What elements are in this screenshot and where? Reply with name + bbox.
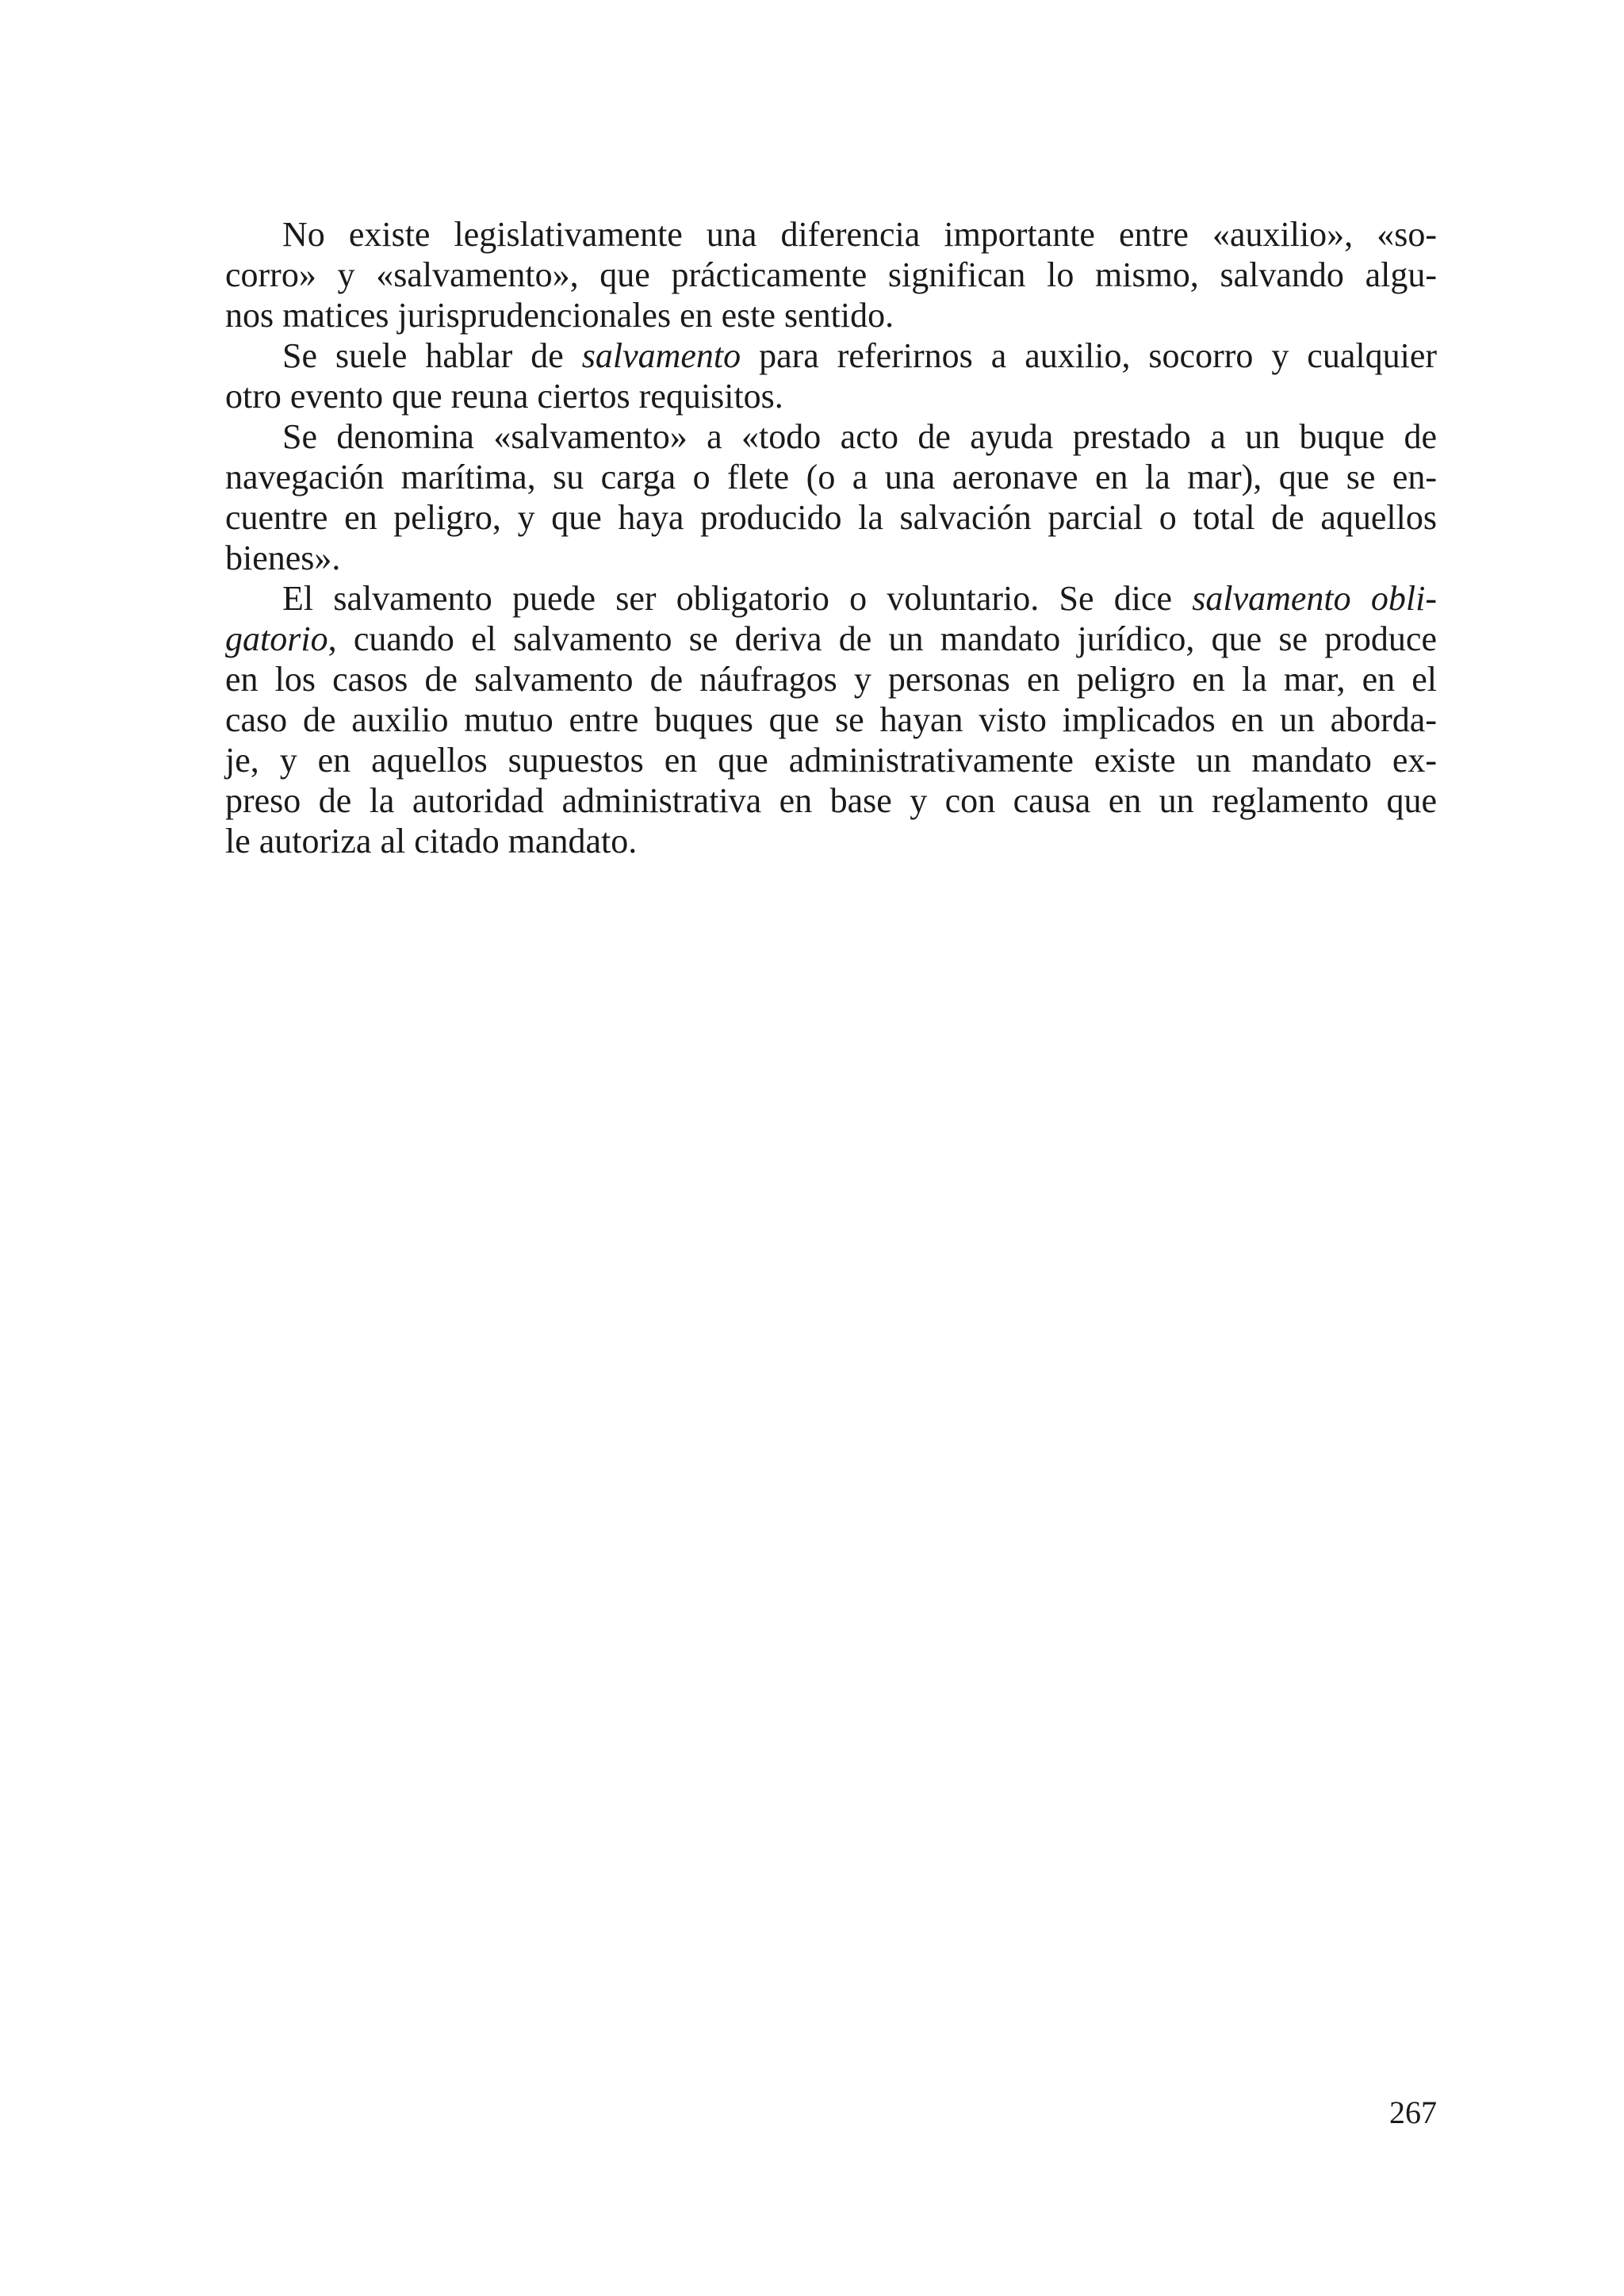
text-span: je, y en aquellos supuestos en que administrativamente existe un mandato ex-	[225, 741, 1437, 780]
page-number: 267	[1389, 2095, 1437, 2130]
paragraph-1	[225, 214, 1437, 335]
paragraph-2	[225, 335, 1437, 416]
text-line	[225, 659, 1437, 700]
text-span: preso de la autoridad administrativa en base y con causa en un reglamento que	[225, 781, 1437, 820]
text-span: caso de auxilio mutuo entre buques que se hayan visto implicados en un aborda-	[225, 700, 1437, 739]
italic-term: gatorio	[225, 619, 328, 658]
text-span: para referirnos a auxilio, socorro y cualquier	[741, 336, 1437, 375]
text-span: le autoriza al citado mandato.	[225, 822, 638, 861]
text-line	[225, 538, 1437, 578]
text-span: corro» y «salvamento», que prácticamente significan lo mismo, salvando algu-	[225, 255, 1437, 294]
text-span: Se denomina «salvamento» a «todo acto de ayuda prestado a un buque de	[282, 417, 1437, 456]
text-span: cuentre en peligro, y que haya producido la salvación parcial o total de aquellos	[225, 498, 1437, 537]
text-line	[225, 295, 1437, 335]
body-text	[225, 214, 1437, 861]
text-span: El salvamento puede ser obligatorio o voluntario. Se dice	[282, 579, 1193, 618]
text-line	[225, 780, 1437, 821]
text-span: , cuando el salvamento se deriva de un mandato jurídico, que se produce	[327, 619, 1437, 658]
text-span: navegación marítima, su carga o flete (o a una aeronave en la mar), que se en-	[225, 458, 1437, 496]
text-line	[225, 740, 1437, 780]
text-line	[225, 619, 1437, 659]
text-line	[225, 578, 1437, 619]
italic-term: salvamento	[581, 336, 741, 375]
text-span: otro evento que reuna ciertos requisitos.	[225, 377, 783, 416]
text-line	[225, 497, 1437, 538]
text-line	[225, 416, 1437, 457]
italic-term: salvamento obli-	[1192, 579, 1437, 618]
text-line	[225, 376, 1437, 416]
text-line	[225, 821, 1437, 861]
paragraph-4	[225, 578, 1437, 861]
text-line	[225, 457, 1437, 497]
text-span: bienes».	[225, 539, 341, 577]
text-span: No existe legislativamente una diferencia importante entre «auxilio», «so-	[282, 215, 1437, 254]
text-line	[225, 700, 1437, 740]
paragraph-3	[225, 416, 1437, 578]
text-line	[225, 335, 1437, 376]
text-line	[225, 214, 1437, 255]
text-span: Se suele hablar de	[282, 336, 582, 375]
text-line	[225, 255, 1437, 295]
text-span: en los casos de salvamento de náufragos y personas en peligro en la mar, en el	[225, 660, 1437, 699]
text-span: nos matices jurisprudencionales en este sentido.	[225, 296, 894, 335]
